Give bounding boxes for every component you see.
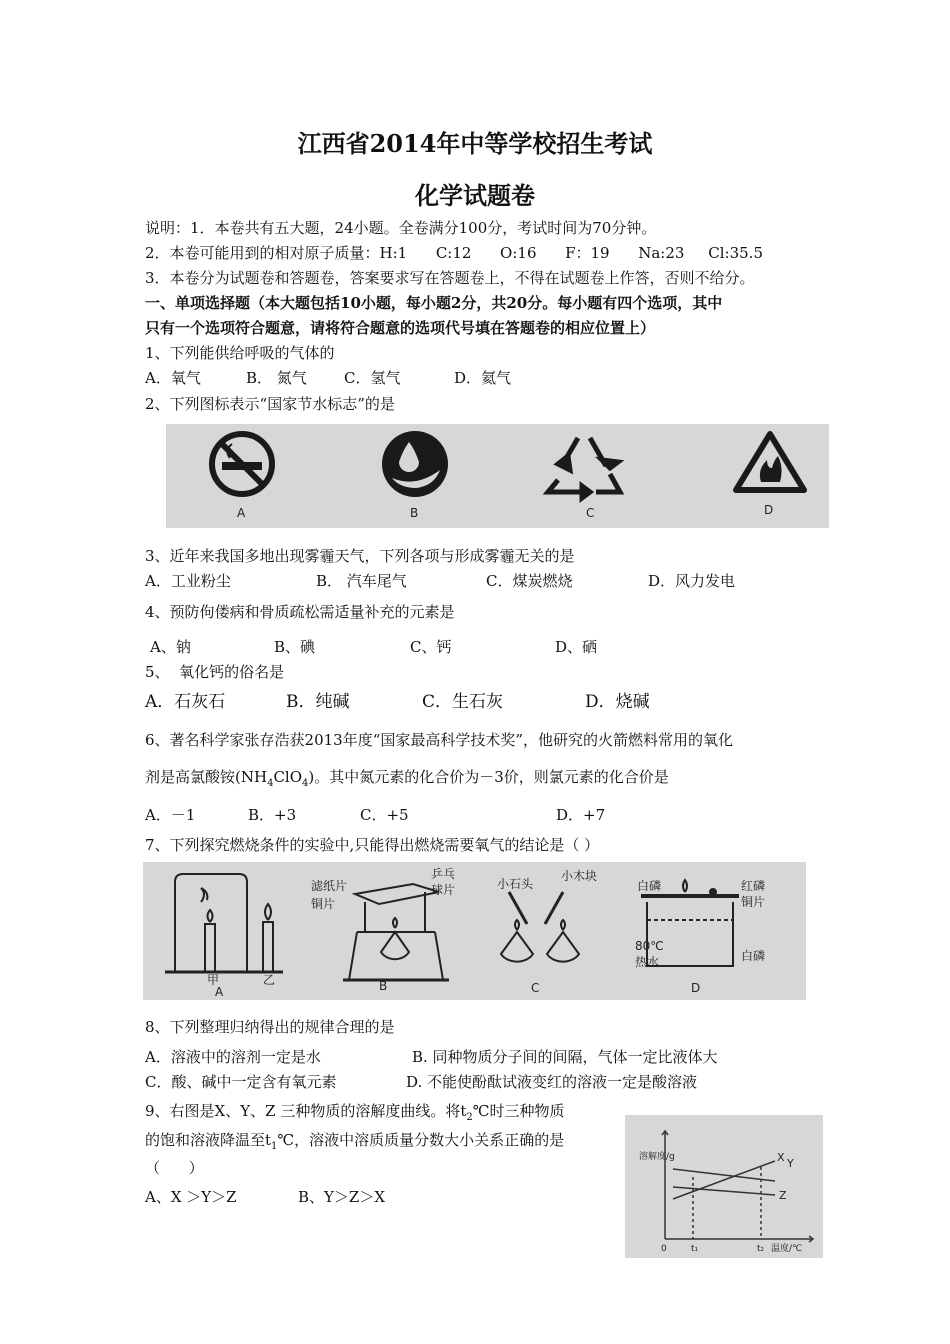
q9-option-a: A、X ＞Y＞Z	[145, 1188, 237, 1206]
q8-stem: 8、下列整理归纳得出的规律合理的是	[145, 1018, 395, 1036]
q7-label-d: D	[691, 981, 701, 995]
q7-label-pingpang-2: 球片	[431, 883, 456, 897]
q9-graph-label-x: X	[777, 1151, 785, 1164]
q7-label-yi: 乙	[263, 973, 276, 987]
q2-label-c: C	[586, 506, 595, 520]
q7-label-a: A	[215, 985, 224, 999]
q6-option-a: A．－1	[145, 806, 196, 824]
q8-option-a: A．溶液中的溶剂一定是水	[145, 1048, 321, 1066]
q7-stem: 7、下列探究燃烧条件的实验中,只能得出燃烧需要氧气的结论是（ ）	[145, 836, 600, 854]
q1-option-a: A．氧气	[145, 369, 201, 387]
q9-graph-t2: t₂	[757, 1244, 765, 1254]
q7-label-shitou: 小石头	[497, 877, 534, 891]
q7-label-temp: 80℃	[635, 939, 664, 953]
q8-option-b: B. 同种物质分子间的间隔，气体一定比液体大	[412, 1048, 718, 1066]
q9-graph-ylabel: 溶解度/g	[639, 1152, 675, 1162]
q7-label-c: C	[531, 981, 540, 995]
q7-label-bailin: 白磷	[637, 879, 662, 893]
q9-graph-label-y: Y	[787, 1157, 794, 1170]
q5-option-b: B．纯碱	[286, 692, 350, 712]
q9-stem-line-2: 的饱和溶液降温至$t_1℃$，溶液中溶质质量分数大小关系正确的是	[145, 1131, 565, 1152]
q9-graph-t1: t₁	[691, 1244, 699, 1254]
q1-stem: 1、下列能供给呼吸的气体的	[145, 344, 335, 362]
q6-option-b: B．+3	[248, 806, 297, 824]
q3-option-b: B． 汽车尾气	[316, 572, 407, 590]
q7-label-mukuai: 小木块	[561, 869, 598, 883]
q6-stem-line-1: 6、著名科学家张存浩获2013年度“国家最高科学技术奖”，他研究的火箭燃料常用的氧化	[145, 731, 734, 749]
q2-icons-photo	[166, 424, 829, 528]
q1-option-b: B． 氮气	[246, 369, 307, 387]
q5-option-a: A．石灰石	[145, 692, 226, 712]
q2-stem: 2、下列图标表示“国家节水标志”的是	[145, 395, 395, 413]
q9-stem-line-1: 9、右图是X、Y、Z 三种物质的溶解度曲线。将$t_2℃$时三种物质	[145, 1102, 565, 1123]
q2-label-a: A	[237, 506, 246, 520]
q9-solubility-graph	[625, 1115, 823, 1258]
q7-label-jia: 甲	[207, 973, 220, 987]
exam-subtitle: 化学试题卷	[415, 181, 535, 210]
q7-label-pingpang-1: 乒乓	[431, 867, 456, 881]
q9-answer-bracket: （ ）	[145, 1159, 204, 1177]
q5-option-c: C．生石灰	[422, 692, 504, 712]
q7-apparatus-photo	[143, 862, 806, 1000]
exam-title: 江西省2014年中等学校招生考试	[297, 129, 653, 158]
section-1-heading: 一、单项选择题（本大题包括10小题，每小题2分，共20分。每小题有四个选项，其中	[145, 294, 723, 312]
q7-label-tongpian-2: 铜片	[741, 895, 766, 909]
q4-option-a: A、钠	[150, 638, 191, 656]
flammable-warning-icon	[736, 434, 804, 490]
no-smoking-icon	[212, 434, 272, 494]
q4-stem: 4、预防佝偻病和骨质疏松需适量补充的元素是	[145, 603, 455, 621]
q3-stem: 3、近年来我国多地出现雾霾天气，下列各项与形成雾霾无关的是	[145, 547, 575, 565]
q4-option-b: B、碘	[274, 638, 316, 656]
q7-label-bailin-2: 白磷	[741, 949, 766, 963]
note-2: 2．本卷可能用到的相对原子质量：H:1 C:12 O:16 F：19 Na:23 Cl:35.5	[145, 244, 763, 262]
q3-option-a: A．工业粉尘	[145, 572, 231, 590]
q7-label-b: B	[379, 979, 388, 993]
q8-option-c: C．酸、碱中一定含有氧元素	[145, 1073, 337, 1091]
q9-graph-origin: 0	[661, 1244, 667, 1254]
q5-stem: 5、 氧化钙的俗名是	[145, 663, 285, 681]
q4-option-c: C、钙	[410, 638, 452, 656]
q2-label-b: B	[410, 506, 419, 520]
note-1: 说明：1．本卷共有五大题，24小题。全卷满分100分，考试时间为70分钟。	[145, 219, 657, 237]
q9-graph-label-z: Z	[779, 1189, 787, 1202]
q1-option-d: D．氦气	[454, 369, 512, 387]
q9-option-b: B、Y＞Z＞X	[298, 1188, 386, 1206]
q2-label-d: D	[764, 503, 774, 517]
q7-label-honglin: 红磷	[741, 879, 766, 893]
q3-option-d: D．风力发电	[648, 572, 736, 590]
recycle-icon	[548, 438, 620, 498]
q6-stem-line-2: 剂是高氯酸铵$(NH_4ClO_4)$。其中氮元素的化合价为－3价，则氯元素的化合价是	[145, 768, 669, 789]
q3-option-c: C．煤炭燃烧	[486, 572, 573, 590]
q7-label-lvzhi: 滤纸片	[311, 879, 348, 893]
q6-option-d: D．+7	[556, 806, 606, 824]
q7-label-tongpian: 铜片	[311, 897, 336, 911]
water-saving-icon	[382, 431, 448, 497]
q4-option-d: D、硒	[555, 638, 598, 656]
q5-option-d: D．烧碱	[585, 692, 650, 712]
section-1-heading-cont: 只有一个选项符合题意，请将符合题意的选项代号填在答题卷的相应位置上）	[145, 319, 656, 337]
q6-option-c: C．+5	[360, 806, 409, 824]
q8-option-d: D. 不能使酚酞试液变红的溶液一定是酸溶液	[406, 1073, 698, 1091]
note-3: 3．本卷分为试题卷和答题卷，答案要求写在答题卷上，不得在试题卷上作答，否则不给分。	[145, 269, 755, 287]
q9-graph-xlabel: 温度/℃	[771, 1244, 803, 1254]
q7-label-reshui: 热水	[635, 955, 660, 969]
q1-option-c: C．氢气	[344, 369, 401, 387]
